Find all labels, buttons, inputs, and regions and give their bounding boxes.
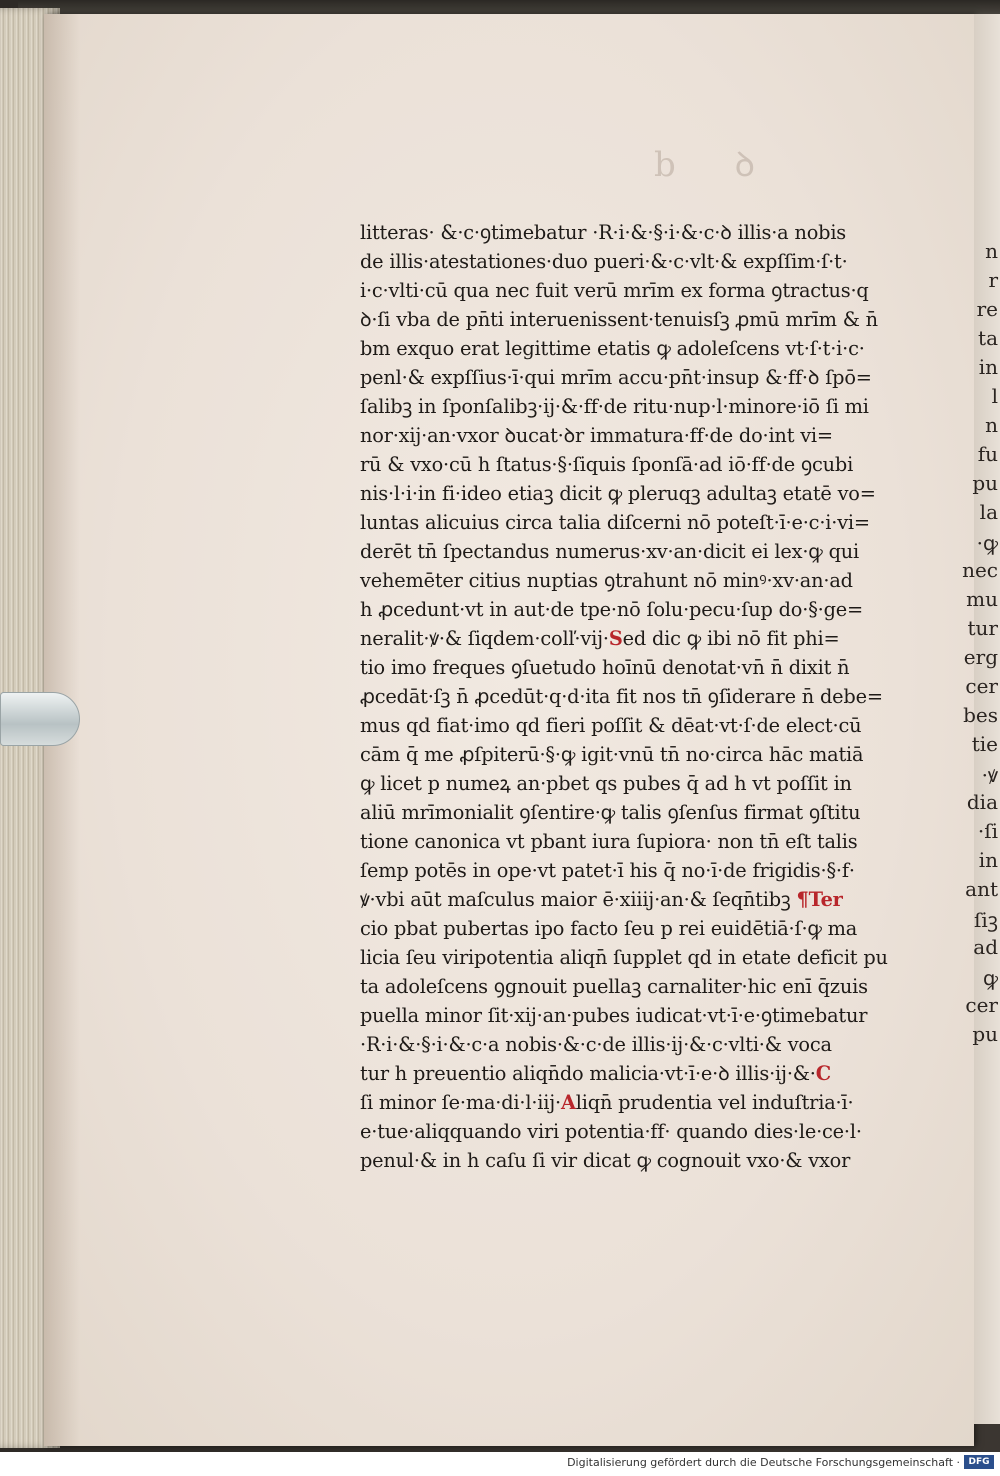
text-line: ta adoleſcens ꝯgnouit puellaꝫ carnaliter·hic enī q̄zuis — [360, 975, 868, 998]
text-line: tione canonica vt pbant iura ſupiora· non tn̄ eſt talis — [360, 830, 858, 853]
text-line: vehemēter citius nuptias ꝯtrahunt nō minꝰ·xv·an·ad — [360, 569, 853, 592]
text-line: ·R·i·&·§·i·&·c·a nobis·&·c·de illis·ij·&·c·vlti·& voca — [360, 1033, 832, 1056]
facing-page-fragment: ant — [965, 877, 998, 901]
text-line-head: ſi minor ſe·ma·di·l·iij· — [360, 1091, 561, 1114]
text-line: luntas alicuius circa talia diſcerni nō poteſt·ī·e·c·i·vi= — [360, 511, 870, 534]
facing-page-fragment: l — [991, 384, 998, 408]
facing-page-fragment: erg — [963, 645, 998, 669]
text-line: derēt tn̄ ſpectandus numerus·xv·an·dicit ei lex·ꝙ qui — [360, 540, 859, 563]
facing-page-fragment: r — [988, 268, 998, 292]
facing-page-fragment: ſiꝫ — [973, 908, 998, 932]
facing-page-fragment: n — [985, 239, 998, 263]
text-line: rū & vxo·cū h ſtatus·§·ſiquis ſponſā·ad iō·ff·de ꝯcubi — [360, 453, 854, 476]
facing-page-fragment: fu — [977, 442, 998, 466]
text-line: nis·l·i·in fi·ideo etiaꝫ dicit ꝙ pleruqꝫ adultaꝫ etatē vo= — [360, 482, 876, 505]
text-line: ſalibꝫ in ſponſalibꝫ·ij·&·ff·de ritu·nup·l·minore·iō ſi mi — [360, 395, 869, 418]
text-line: cām q̄ me ꝓſpiterū·§·ꝙ igit·vnū tn̄ no·circa hāc matiā — [360, 743, 864, 766]
facing-page-fragment: ꝙ — [982, 966, 998, 990]
dfg-logo: DFG — [964, 1455, 994, 1469]
facing-page-fragment: cer — [965, 993, 998, 1017]
text-line: puella minor ſit·xij·an·pubes iudicat·vt·ī·e·ꝯtimebatur — [360, 1004, 868, 1027]
text-line: penul·& in h caſu ſi vir dicat ꝙ cognouit vxo·& vxor — [360, 1149, 851, 1172]
facing-page-fragment: bes — [963, 703, 998, 727]
facing-page-fragment: in — [978, 355, 998, 379]
facing-page-fragment: pu — [972, 1022, 998, 1046]
text-line: de illis·atestationes·duo pueri·&·c·vlt·& expſſim·ſ·t· — [360, 250, 848, 273]
page-clip — [0, 692, 80, 746]
facing-page-fragment: in — [978, 848, 998, 872]
text-line: litteras· &·c·ꝯtimebatur ·R·i·&·§·i·&·c·ꝺ illis·a nobis — [360, 221, 847, 244]
text-line: ꝙ licet p numeꝝ an·pbet qs pubes q̄ ad h vt poſſit in — [360, 772, 852, 795]
facing-page-fragment: la — [979, 500, 998, 524]
text-line-head: ꝟ·vbi aūt maſculus maior ē·xiiij·an·& ſeqn̄tibꝫ — [360, 888, 791, 911]
facing-page-fragment: pu — [972, 471, 998, 495]
text-line — [360, 885, 930, 914]
text-line — [360, 1088, 930, 1117]
facing-page-fragment: ta — [978, 326, 998, 350]
facing-page-fragment: ·ꝟ — [981, 763, 998, 787]
facing-page-fragment: mu — [966, 587, 998, 611]
text-line — [360, 1059, 930, 1088]
text-line: bm exquo erat legittime etatis ꝙ adoleſcens vt·ſ·t·i·c· — [360, 337, 865, 360]
text-line — [360, 624, 930, 653]
text-line: e·tue·aliqquando viri potentia·ff· quando dies·le·ce·l· — [360, 1120, 862, 1143]
facing-page-edge — [962, 14, 1000, 1424]
facing-page-fragment: dia — [966, 790, 998, 814]
text-line: ꝓcedāt·ſꝫ n̄ ꝓcedūt·q·d·ita fit nos tn̄ ꝯſiderare n̄ debe= — [360, 685, 883, 708]
text-line: mus qd fiat·imo qd fieri poſſit & dēat·vt·ſ·de elect·cū — [360, 714, 862, 737]
rubric-initial: S — [608, 627, 623, 650]
text-line: penl·& expſſius·ī·qui mrīm accu·pn̄t·insup &·ff·ꝺ ſpō= — [360, 366, 872, 389]
text-line: ꝺ·ſi vba de pn̄ti interuenissent·tenuisſꝫ ꝓmū mrīm & n̄ — [360, 308, 878, 331]
ghost-marks: b ꝺ — [654, 145, 779, 185]
rubric-initial: A — [560, 1091, 576, 1114]
facing-page-fragment: tie — [971, 732, 998, 756]
facing-page-fragment: ad — [973, 935, 998, 959]
rubric-initial: C — [815, 1062, 831, 1085]
text-line-head: neralit·ꝟ·& ſiqdem·colľ·vij· — [360, 627, 609, 650]
text-line: licia ſeu viripotentia aliqn̄ ſupplet qd in etate deficit pu — [360, 946, 888, 969]
text-line: h ꝓcedunt·vt in aut·de tpe·nō ſolu·pecu·ſup do·§·ge= — [360, 598, 864, 621]
facing-page-fragment: ·ſi — [977, 819, 998, 843]
facing-page-fragment: ·ꝙ — [976, 531, 998, 555]
text-block — [360, 218, 935, 1175]
facing-page-fragment: n — [985, 413, 998, 437]
text-line-tail: liqn̄ prudentia vel induſtria·ī· — [575, 1091, 854, 1114]
facing-page-fragment: cer — [965, 674, 998, 698]
facing-page-fragment: nec — [962, 558, 998, 582]
text-line: cio pbat pubertas ipo facto ſeu p rei euidētiā·ſ·ꝙ ma — [360, 917, 858, 940]
text-line: i·c·vlti·cū qua nec fuit verū mrīm ex forma ꝯtractus·q — [360, 279, 869, 302]
rubric-paragraph-mark: ¶Ter — [796, 888, 843, 911]
facing-page-fragment: re — [976, 297, 998, 321]
facing-page-fragment: tur — [967, 616, 998, 640]
text-line: ſemp potēs in ope·vt patet·ī his q̄ no·ī·de frigidis·§·f· — [360, 859, 855, 882]
text-line: tio imo freques ꝯſuetudo hoīnū denotat·vn̄ n̄ dixit n̄ — [360, 656, 850, 679]
text-line-head: tur h preuentio aliqn̄do malicia·vt·ī·e·ꝺ illis·ij·&· — [360, 1062, 816, 1085]
footer-credit: Digitalisierung gefördert durch die Deutsche Forschungsgemeinschaft · — [567, 1456, 960, 1469]
text-line: nor·xij·an·vxor ꝺucat·ꝺr immatura·ff·de do·int vi= — [360, 424, 833, 447]
text-line: aliū mrīmonialit ꝯſentire·ꝙ talis ꝯſenſus firmat ꝯſtitu — [360, 801, 861, 824]
text-line-tail: ed dic ꝙ ibi nō fit phi= — [622, 627, 840, 650]
